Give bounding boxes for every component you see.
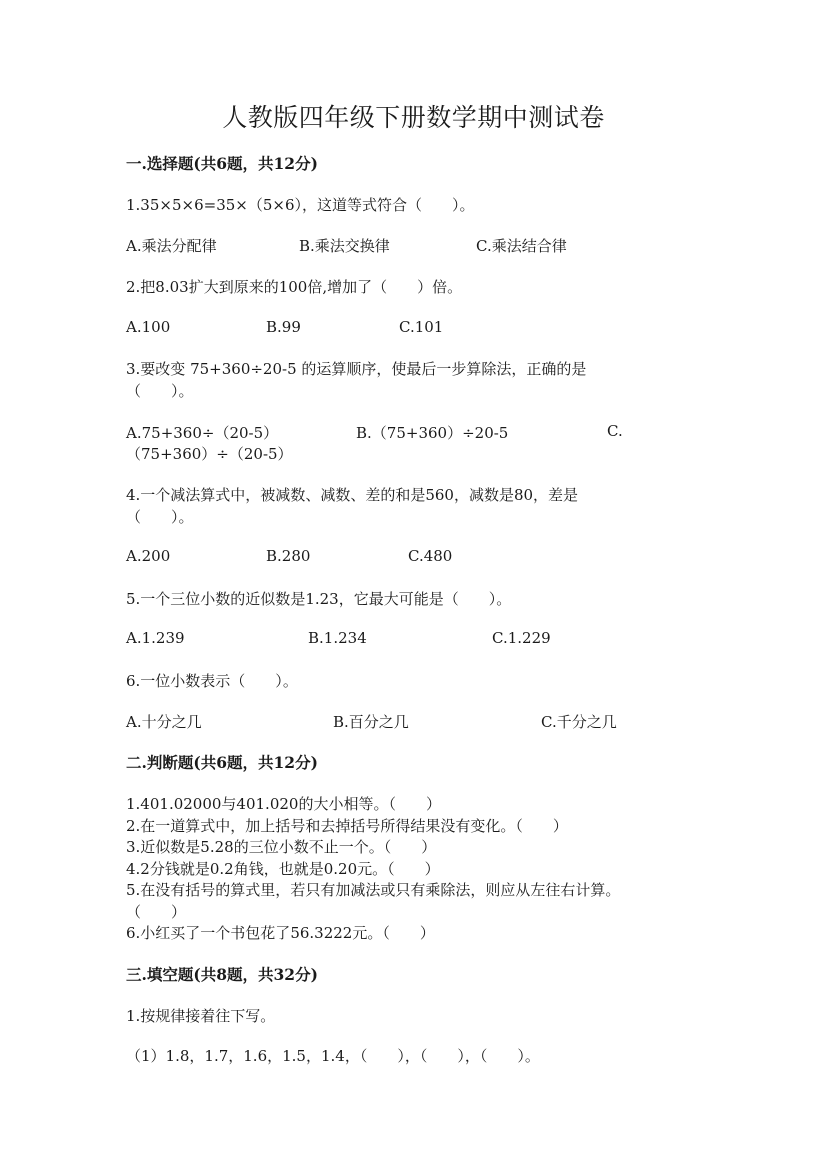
option-1a: A.乘法分配律 — [126, 237, 217, 255]
question-4-line2: （ ）。 — [126, 508, 194, 526]
question-1: 1.35×5×6=35×（5×6），这道等式符合（ ）。 — [126, 196, 475, 214]
fill-item-1: 1.按规律接着往下写。 — [126, 1007, 276, 1025]
option-2a: A.100 — [126, 318, 171, 336]
option-6c: C.千分之几 — [541, 713, 617, 731]
question-5: 5.一个三位小数的近似数是1.23，它最大可能是（ ）。 — [126, 590, 512, 608]
option-3c: C. — [607, 422, 623, 440]
option-6b: B.百分之几 — [333, 713, 409, 731]
section-heading-fill: 三.填空题(共8题，共32分) — [126, 965, 318, 984]
judge-item-6: 6.小红买了一个书包花了56.3222元。（ ） — [126, 924, 435, 942]
option-1b: B.乘法交换律 — [299, 237, 390, 255]
question-3-line1: 3.要改变 75+360÷20-5 的运算顺序，使最后一步算除法，正确的是 — [126, 360, 587, 378]
option-1c: C.乘法结合律 — [476, 237, 567, 255]
fill-item-1-sub: （1）1.8，1.7，1.6，1.5，1.4，（ ），（ ），（ ）。 — [126, 1047, 540, 1065]
option-5c: C.1.229 — [492, 629, 551, 647]
option-4c: C.480 — [408, 547, 453, 565]
question-2: 2.把8.03扩大到原来的100倍,增加了（ ）倍。 — [126, 278, 463, 296]
option-2c: C.101 — [399, 318, 444, 336]
option-5a: A.1.239 — [126, 629, 185, 647]
question-4-line1: 4.一个减法算式中，被减数、减数、差的和是560，减数是80，差是 — [126, 486, 579, 504]
option-3b: B.（75+360）÷20-5 — [356, 424, 509, 442]
judge-item-5: 5.在没有括号的算式里，若只有加减法或只有乘除法，则应从左往右计算。 — [126, 881, 621, 899]
option-4a: A.200 — [126, 547, 171, 565]
option-5b: B.1.234 — [308, 629, 367, 647]
option-3c-cont: （75+360）÷（20-5） — [126, 445, 293, 463]
option-3a: A.75+360÷（20-5） — [126, 424, 279, 442]
judge-item-5-cont: （ ） — [126, 903, 187, 921]
section-heading-choice: 一.选择题(共6题，共12分) — [126, 154, 318, 173]
judge-item-2: 2.在一道算式中，加上括号和去掉括号所得结果没有变化。（ ） — [126, 817, 568, 835]
judge-item-3: 3.近似数是5.28的三位小数不止一个。（ ） — [126, 838, 437, 856]
option-2b: B.99 — [266, 318, 301, 336]
option-4b: B.280 — [266, 547, 311, 565]
page-title: 人教版四年级下册数学期中测试卷 — [222, 103, 605, 132]
section-heading-judge: 二.判断题(共6题，共12分) — [126, 753, 318, 772]
option-6a: A.十分之几 — [126, 713, 202, 731]
question-6: 6.一位小数表示（ ）。 — [126, 672, 298, 690]
question-3-line2: （ ）。 — [126, 382, 194, 400]
judge-item-1: 1.401.02000与401.020的大小相等。（ ） — [126, 795, 441, 813]
judge-item-4: 4.2分钱就是0.2角钱，也就是0.20元。（ ） — [126, 860, 440, 878]
